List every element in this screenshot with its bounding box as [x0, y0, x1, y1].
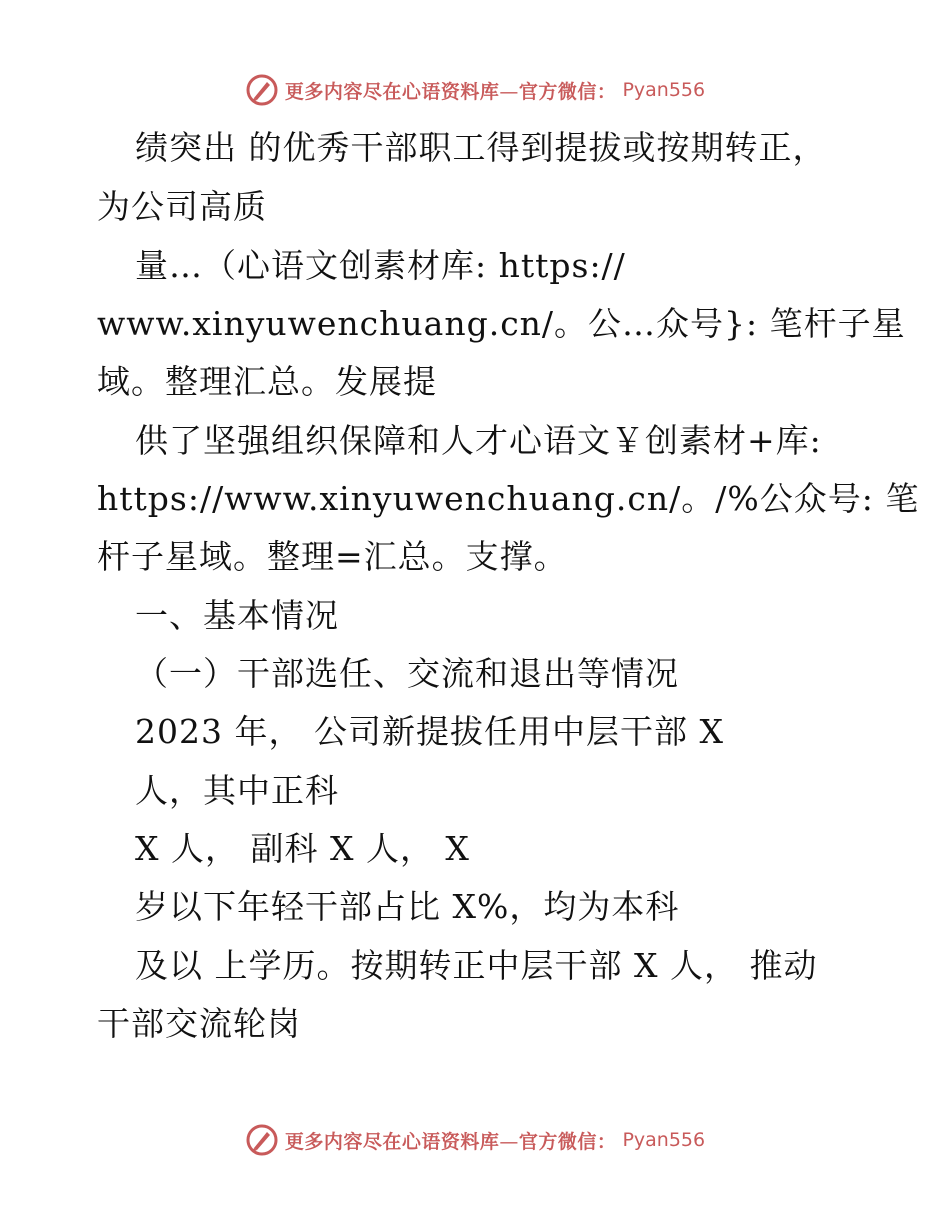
text-line-2: 为公司高质 [97, 187, 267, 226]
watermark-wechat-id: Pyan556 [622, 79, 706, 101]
text-line-6: 供了坚强组织保障和人才心语文￥创素材+库: [135, 421, 822, 460]
text-line-7: https://www.xinyuwenchuang.cn/。/%公众号: 笔 [97, 479, 920, 518]
footer-watermark-banner [0, 1120, 950, 1160]
text-line-12: 人，其中正科 [135, 771, 339, 810]
text-line-3: 量…（心语文创素材库: https:// [135, 246, 626, 285]
text-line-4: www.xinyuwenchuang.cn/。公…众号}: 笔杆子星 [97, 304, 906, 343]
watermark-wechat-id: Pyan556 [622, 1129, 706, 1151]
text-line-8: 杆子星域。整理=汇总。支撑。 [97, 537, 568, 576]
text-line-16: 干部交流轮岗 [97, 1004, 301, 1043]
text-line-13: X 人， 副科 X 人， X [135, 829, 470, 868]
subsection-heading: （一）干部选任、交流和退出等情况 [135, 654, 679, 693]
header-watermark-banner [0, 70, 950, 110]
text-line-11: 2023 年， 公司新提拔任用中层干部 X [135, 712, 724, 751]
pen-logo-icon [245, 1123, 279, 1157]
section-heading: 一、基本情况 [135, 596, 339, 635]
text-line-5: 域。整理汇总。发展提 [97, 362, 437, 401]
pen-logo-icon [245, 73, 279, 107]
text-line-15: 及以 上学历。按期转正中层干部 X 人， 推动 [135, 946, 818, 985]
text-line-1: 绩突出 的优秀干部职工得到提拔或按期转正， [135, 128, 827, 167]
text-line-14: 岁以下年轻干部占比 X%，均为本科 [135, 887, 680, 926]
watermark-text: 更多内容尽在心语资料库—官方微信： [284, 1130, 617, 1153]
watermark-text: 更多内容尽在心语资料库—官方微信： [284, 80, 617, 103]
